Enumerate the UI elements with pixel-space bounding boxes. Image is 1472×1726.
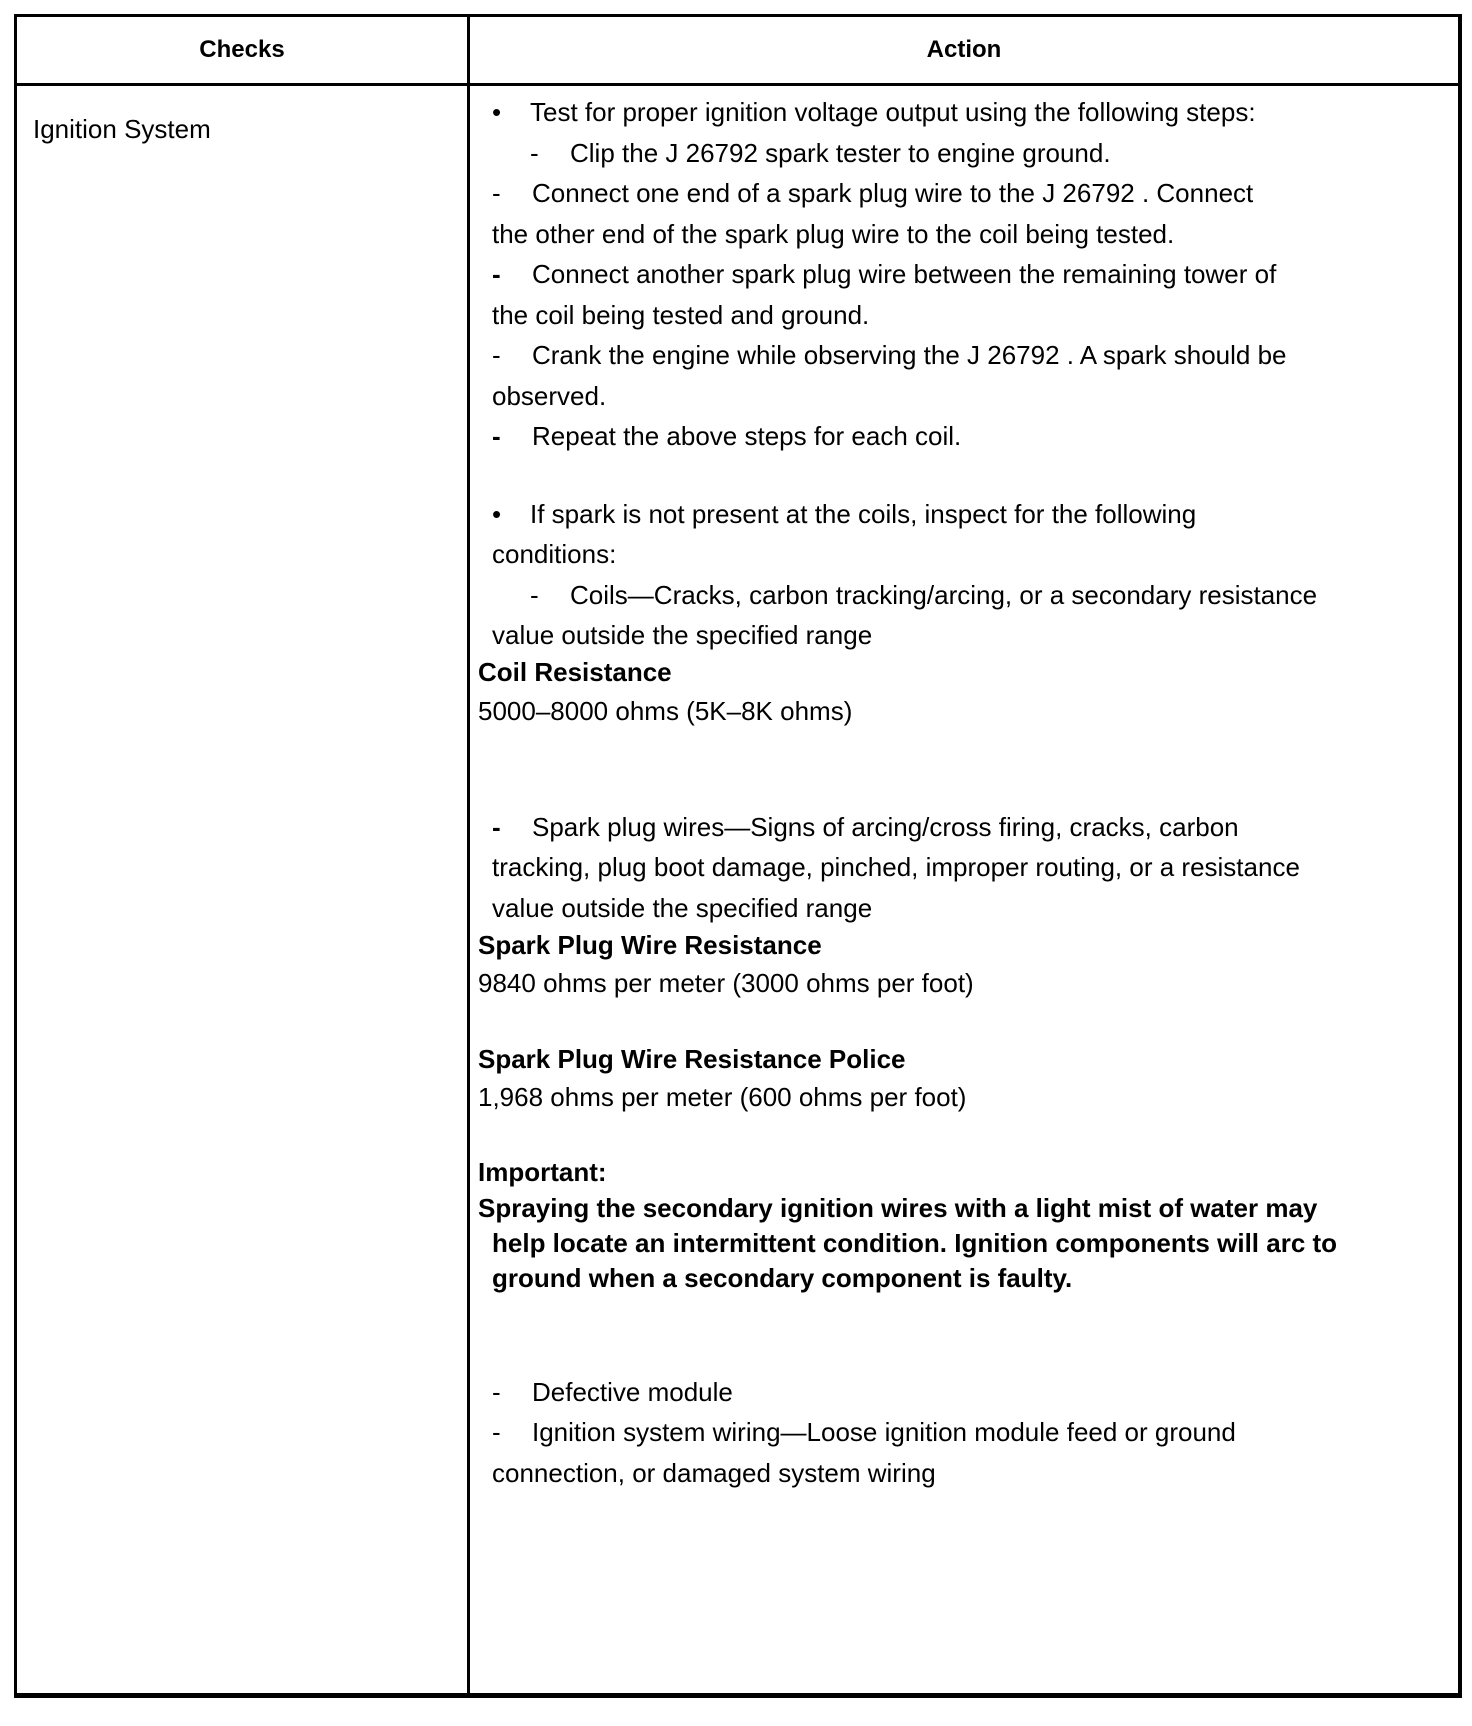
column-header-checks: Checks (199, 36, 285, 63)
step-text: Repeat the above steps for each coil. (532, 421, 962, 451)
condition-text-continued: connection, or damaged system wiring (492, 1458, 936, 1488)
action-cell (470, 17, 1458, 1693)
bullet-text: Test for proper ignition voltage output using the following steps: (530, 97, 1256, 127)
spec-label: Coil Resistance (478, 657, 672, 687)
spec-value: 5000–8000 ohms (5K–8K ohms) (478, 696, 853, 726)
condition-marker: - (492, 1377, 501, 1407)
condition-text: Ignition system wiring—Loose ignition module feed or ground (532, 1417, 1236, 1447)
column-header-action: Action (926, 36, 1002, 63)
spec-value: 9840 ohms per meter (3000 ohms per foot) (478, 968, 974, 998)
condition-text-continued: value outside the specified range (492, 620, 873, 650)
important-label: Important: (478, 1157, 607, 1187)
step-text-continued: the coil being tested and ground. (492, 300, 870, 330)
step-text: Crank the engine while observing the J 26792 . A spark should be (532, 340, 1287, 370)
condition-marker: - (492, 1417, 501, 1447)
condition-marker: - (492, 812, 501, 842)
step-marker: - (492, 178, 501, 208)
important-text: ground when a secondary component is faulty. (492, 1263, 1073, 1293)
step-text: Clip the J 26792 spark tester to engine ground. (570, 138, 1111, 168)
condition-text: Defective module (532, 1377, 733, 1407)
step-text: Connect one end of a spark plug wire to the J 26792 . Connect (532, 178, 1254, 208)
step-text-continued: observed. (492, 381, 607, 411)
condition-text-continued: value outside the specified range (492, 893, 873, 923)
step-text-continued: the other end of the spark plug wire to the coil being tested. (492, 219, 1175, 249)
important-text: help locate an intermittent condition. Ignition components will arc to (492, 1228, 1338, 1258)
spec-value: 1,968 ohms per meter (600 ohms per foot) (478, 1082, 967, 1112)
step-marker: - (530, 138, 539, 168)
bullet-marker: • (492, 97, 502, 127)
bullet-text-continued: conditions: (492, 539, 617, 569)
step-marker: - (492, 259, 501, 289)
bullet-marker: • (492, 499, 502, 529)
important-text: Spraying the secondary ignition wires with a light mist of water may (478, 1193, 1318, 1223)
condition-marker: - (530, 580, 539, 610)
spec-label: Spark Plug Wire Resistance (478, 930, 822, 960)
spec-label: Spark Plug Wire Resistance Police (478, 1044, 906, 1074)
checks-action-table (14, 14, 1462, 1698)
condition-text: Spark plug wires—Signs of arcing/cross firing, cracks, carbon (532, 812, 1239, 842)
step-marker: - (492, 421, 501, 451)
check-label: Ignition System (33, 114, 211, 144)
step-text: Connect another spark plug wire between the remaining tower of (532, 259, 1277, 289)
condition-text: Coils—Cracks, carbon tracking/arcing, or a secondary resistance (570, 580, 1318, 610)
condition-text-continued: tracking, plug boot damage, pinched, improper routing, or a resistance (492, 852, 1300, 882)
bullet-text: If spark is not present at the coils, inspect for the following (530, 499, 1197, 529)
step-marker: - (492, 340, 501, 370)
